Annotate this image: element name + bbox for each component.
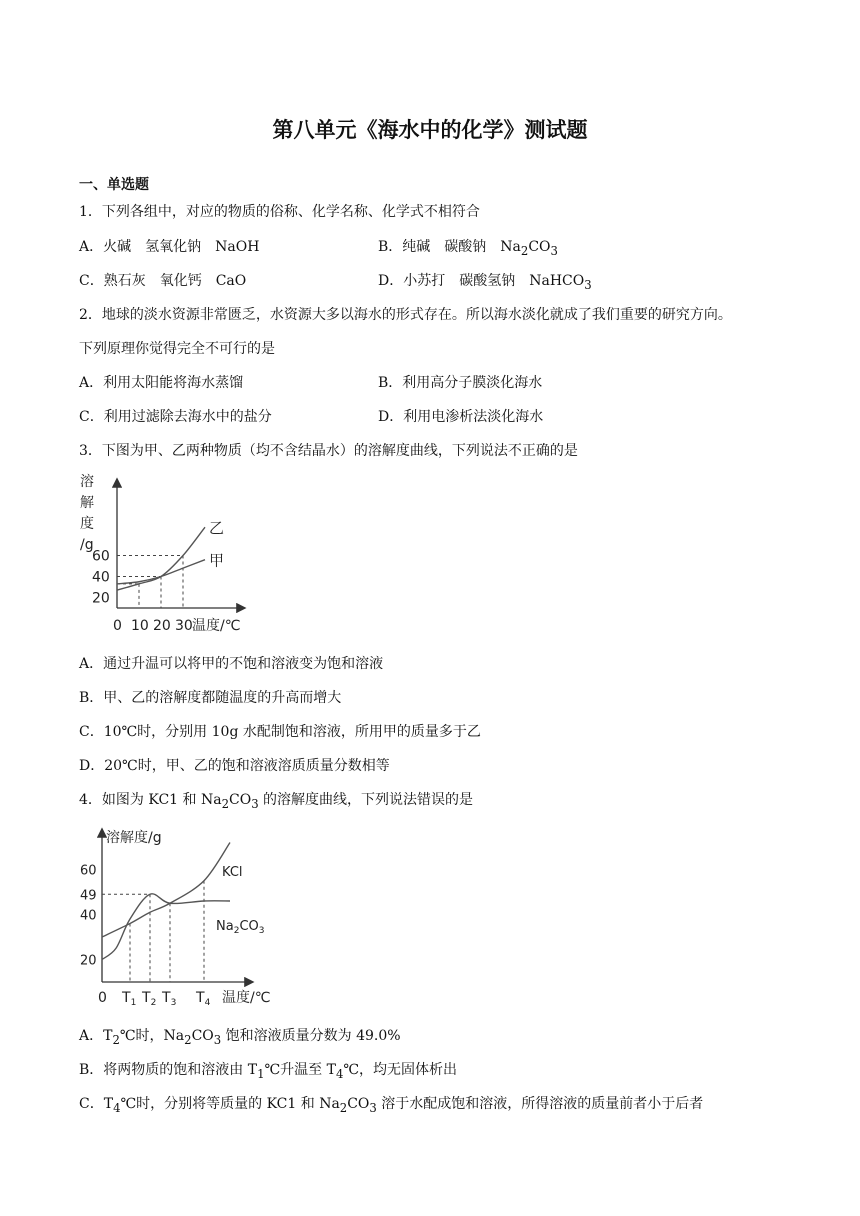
legend-label-na2co3: $Na_2CO_3$	[216, 919, 265, 936]
solubility-chart-1	[74, 470, 274, 636]
x-tick-label: $T_2$	[142, 990, 157, 1008]
y-axis-label: 溶解度/g	[106, 830, 162, 846]
x-tick-label: $T_1$	[122, 990, 137, 1008]
legend-label-甲: 甲	[209, 551, 225, 570]
series-line-乙	[117, 527, 205, 590]
q2-option-c[interactable]: C．利用过滤除去海水中的盐分	[79, 409, 272, 425]
q2-stem-line1: 2．地球的淡水资源非常匮乏，水资源大多以海水的形式存在。所以海水淡化就成了我们重要的研究方向。	[79, 307, 732, 323]
q1-option-d[interactable]: D．小苏打 碳酸氢钠 NaHCO$_3$	[378, 273, 592, 292]
y-tick-label: 60	[92, 548, 110, 565]
x-tick-label: 0	[113, 618, 122, 634]
q2-option-d[interactable]: D．利用电渗析法淡化海水	[378, 409, 544, 425]
x-axis-label: 温度/℃	[192, 618, 241, 634]
x-tick-label: 0	[98, 990, 107, 1006]
y-tick-label: 40	[92, 569, 110, 586]
section-heading: 一、单选题	[79, 177, 149, 193]
x-tick-subscript: 2	[150, 998, 157, 1008]
series-line-甲	[117, 560, 205, 584]
x-tick-label: 20	[153, 618, 171, 634]
q1-option-b[interactable]: B．纯碱 碳酸钠 $Na_2CO_3$	[378, 239, 558, 258]
x-tick-label: 10	[131, 618, 149, 634]
q3-option-d[interactable]: D．20℃时，甲、乙的饱和溶液溶质质量分数相等	[79, 758, 390, 774]
y-tick-label: 20	[80, 953, 97, 969]
chart2-ticks	[80, 864, 211, 1009]
q3-option-b[interactable]: B．甲、乙的溶解度都随温度的升高而增大	[79, 690, 342, 706]
q4-stem: 4．如图为 KC1 和 $Na_2CO_3$ 的溶解度曲线，下列说法错误的是	[79, 792, 474, 811]
legend-label-kcl: KCl	[222, 865, 243, 880]
y-tick-label: 40	[80, 908, 97, 924]
y-axis-label-part: 解	[80, 495, 94, 511]
x-tick-label: $T_4$	[196, 990, 211, 1008]
y-tick-label: 49	[80, 888, 97, 904]
q4-option-c[interactable]: C．$T_4℃$时，分别将等质量的 KC1 和 $Na_2CO_3$ 溶于水配成饱和溶液，所得溶液的质量前者小于后者	[79, 1096, 704, 1115]
q3-stem: 3．下图为甲、乙两种物质（均不含结晶水）的溶解度曲线，下列说法不正确的是	[79, 443, 578, 459]
q3-option-a[interactable]: A．通过升温可以将甲的不饱和溶液变为饱和溶液	[79, 656, 384, 672]
x-tick-subscript: 3	[170, 998, 177, 1008]
y-axis-label-stack	[80, 473, 94, 553]
x-axis-label: 温度/℃	[222, 990, 271, 1006]
q2-option-a[interactable]: A．利用太阳能将海水蒸馏	[79, 375, 244, 391]
legend-label-乙: 乙	[209, 519, 225, 538]
q1-option-c[interactable]: C．熟石灰 氧化钙 CaO	[79, 273, 247, 289]
q2-stem-line2: 下列原理你觉得完全不可行的是	[79, 341, 275, 357]
y-axis-label-part: /g	[80, 537, 94, 553]
q1-stem: 1．下列各组中，对应的物质的俗称、化学名称、化学式不相符合	[79, 204, 480, 220]
q2-option-b[interactable]: B．利用高分子膜淡化海水	[378, 375, 543, 391]
y-tick-label: 20	[92, 590, 110, 607]
q1-option-a[interactable]: A．火碱 氢氧化钠 NaOH	[79, 239, 260, 255]
series-line-kcl	[102, 843, 230, 938]
x-tick-subscript: 4	[204, 998, 211, 1008]
y-axis-label-part: 度	[80, 516, 94, 532]
x-tick-subscript: 1	[130, 998, 137, 1008]
x-tick-label: $T_3$	[162, 990, 177, 1008]
solubility-chart-2	[76, 820, 286, 1010]
chart2-guides	[102, 881, 204, 982]
series-line-na2co3	[102, 894, 230, 960]
q3-option-c[interactable]: C．10℃时，分别用 10g 水配制饱和溶液，所用甲的质量多于乙	[79, 724, 481, 740]
q4-option-b[interactable]: B．将两物质的饱和溶液由 $T_1℃$升温至 $T_4℃$，均无固体析出	[79, 1062, 458, 1081]
x-tick-label: 30	[175, 618, 193, 634]
page-title: 第八单元《海水中的化学》测试题	[272, 118, 588, 142]
q4-option-a[interactable]: A．$T_2℃$时，$Na_2CO_3$ 饱和溶液质量分数为 49.0%	[79, 1028, 401, 1047]
y-tick-label: 60	[80, 863, 97, 879]
y-axis-label-part: 溶	[80, 474, 94, 490]
